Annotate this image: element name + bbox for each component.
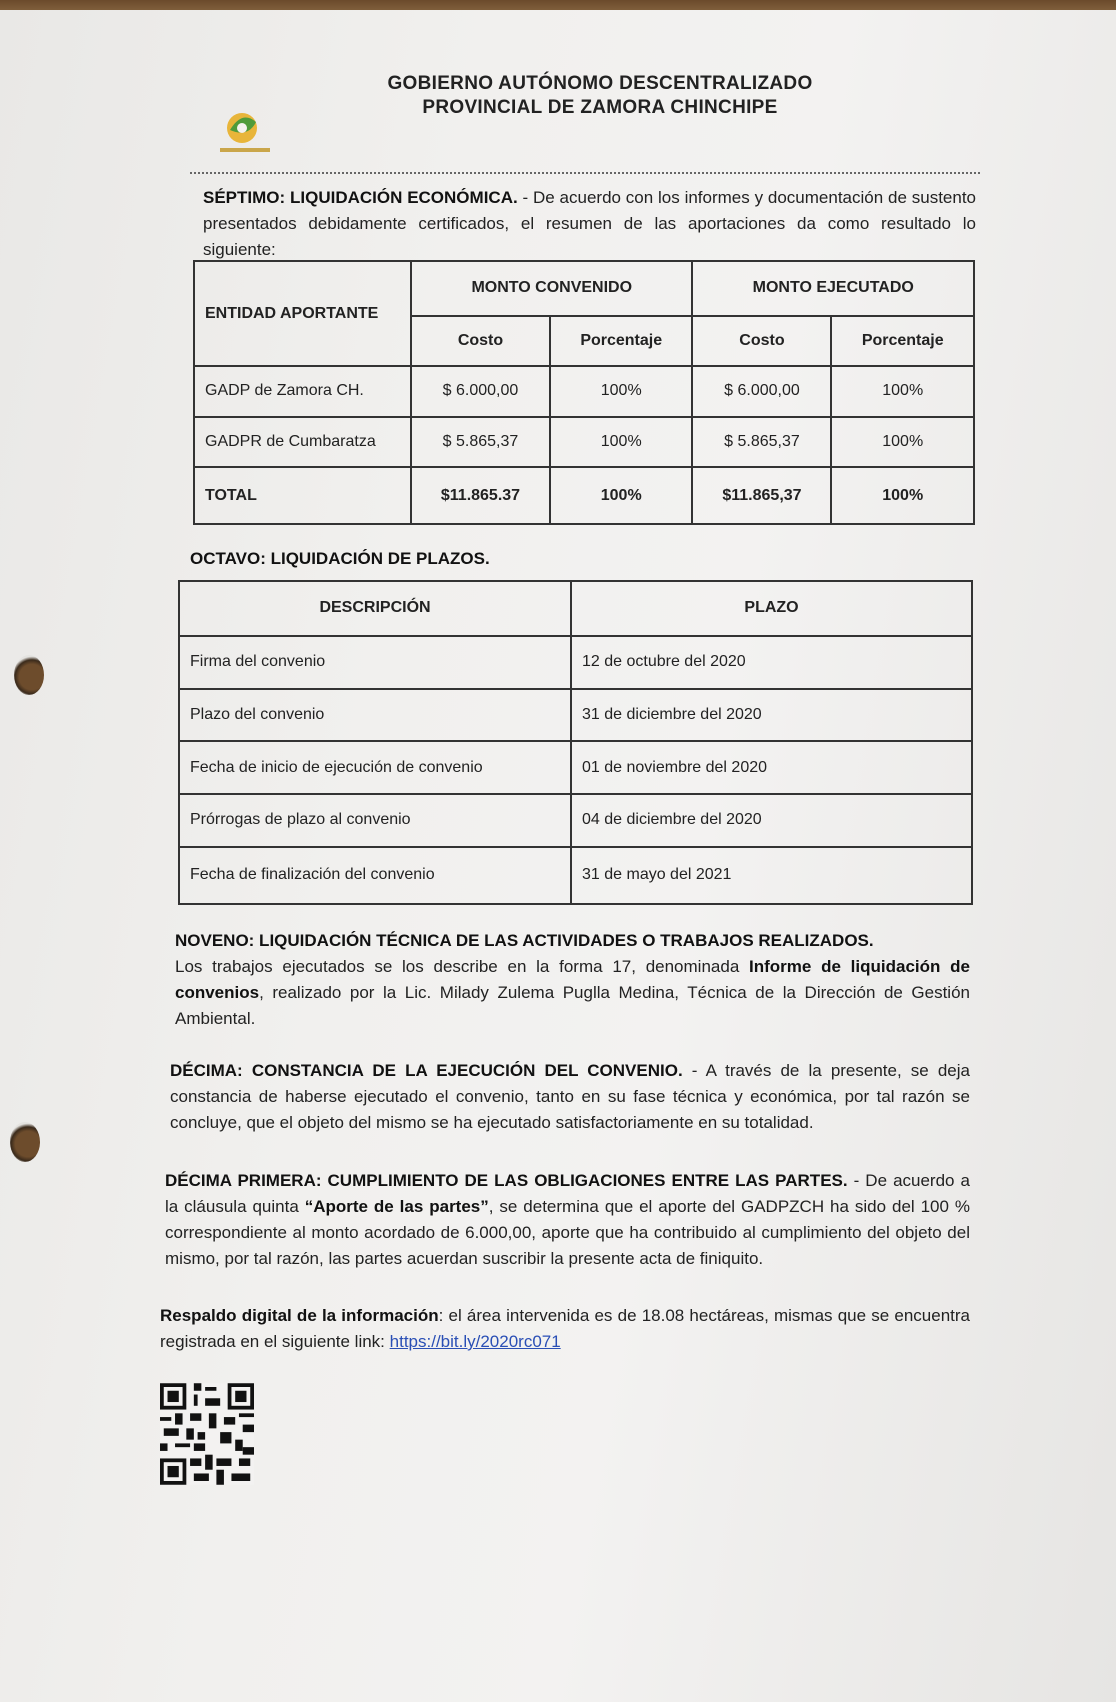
noveno-text: Los trabajos ejecutados se los describe en la forma 17, denominada: [175, 957, 750, 976]
noveno-heading: NOVENO: LIQUIDACIÓN TÉCNICA DE LAS ACTIVIDADES O TRABAJOS REALIZADOS.: [175, 931, 874, 950]
septimo-heading: SÉPTIMO: LIQUIDACIÓN ECONÓMICA.: [203, 188, 518, 207]
logo-caption: [220, 148, 270, 152]
cell-plazo: 04 de diciembre del 2020: [571, 794, 972, 847]
noveno-paragraph: [175, 928, 970, 1032]
table-row: [194, 417, 974, 467]
cell-plazo: 31 de mayo del 2021: [571, 847, 972, 904]
respaldo-heading: Respaldo digital de la información: [160, 1306, 439, 1325]
group-convenido-header: MONTO CONVENIDO: [411, 261, 692, 316]
cell-total-costo-convenido: $11.865.37: [411, 467, 550, 524]
punch-hole: [14, 655, 44, 695]
cell-plazo: 31 de diciembre del 2020: [571, 689, 972, 742]
col-costo-header: Costo: [411, 316, 550, 366]
cell-descripcion: Firma del convenio: [179, 636, 571, 689]
decima-primera-paragraph: [165, 1168, 970, 1272]
group-ejecutado-header: MONTO EJECUTADO: [692, 261, 974, 316]
cell-costo-convenido: $ 6.000,00: [411, 366, 550, 416]
cell-descripcion: Fecha de inicio de ejecución de convenio: [179, 741, 571, 794]
octavo-paragraph: [190, 546, 890, 572]
table-total-row: [194, 467, 974, 524]
table-row: [179, 741, 972, 794]
col-porcentaje-header: Porcentaje: [831, 316, 974, 366]
col-descripcion-header: DESCRIPCIÓN: [179, 581, 571, 636]
respaldo-text: : el área intervenida es de 18.08 hectáreas, mismas que se encuentra registrada en el siguiente link:: [160, 1306, 971, 1351]
cell-pct-convenido: 100%: [550, 417, 693, 467]
cell-costo-ejecutado: $ 6.000,00: [692, 366, 831, 416]
decima-primera-heading: DÉCIMA PRIMERA: CUMPLIMIENTO DE LAS OBLIGACIONES ENTRE LAS PARTES.: [165, 1171, 848, 1190]
octavo-heading: OCTAVO: LIQUIDACIÓN DE PLAZOS.: [190, 549, 490, 568]
cell-total-costo-ejecutado: $11.865,37: [692, 467, 831, 524]
respaldo-paragraph: [160, 1303, 970, 1355]
cell-costo-convenido: $ 5.865,37: [411, 417, 550, 467]
decima-primera-bold: “Aporte de las partes”: [304, 1197, 489, 1216]
col-plazo-header: PLAZO: [571, 581, 972, 636]
header-title: [350, 72, 850, 120]
table-row: [179, 689, 972, 742]
col-costo-header: Costo: [692, 316, 831, 366]
cell-entidad: GADP de Zamora CH.: [194, 366, 411, 416]
punch-hole: [10, 1122, 40, 1162]
noveno-text-end: , realizado por la Lic. Milady Zulema Puglla Medina, Técnica de la Dirección de Gestión Ambiental.: [175, 983, 970, 1028]
cell-total-pct-convenido: 100%: [550, 467, 693, 524]
cell-pct-convenido: 100%: [550, 366, 693, 416]
cell-pct-ejecutado: 100%: [831, 417, 974, 467]
cell-plazo: 01 de noviembre del 2020: [571, 741, 972, 794]
qr-code-icon[interactable]: [160, 1382, 254, 1486]
table-row: [194, 366, 974, 416]
header-line-1: GOBIERNO AUTÓNOMO DESCENTRALIZADO: [387, 73, 813, 94]
header-line-2: PROVINCIAL DE ZAMORA CHINCHIPE: [422, 97, 778, 118]
decima-primera-text: - De acuerdo a la cláusula quinta: [165, 1171, 970, 1216]
cell-total-label: TOTAL: [194, 467, 411, 524]
table-row: [179, 794, 972, 847]
col-porcentaje-header: Porcentaje: [550, 316, 693, 366]
table-row: [179, 636, 972, 689]
cell-costo-ejecutado: $ 5.865,37: [692, 417, 831, 467]
cell-descripcion: Plazo del convenio: [179, 689, 571, 742]
septimo-paragraph: [203, 185, 976, 263]
deadlines-table: [178, 580, 973, 905]
cell-descripcion: Prórrogas de plazo al convenio: [179, 794, 571, 847]
respaldo-link[interactable]: https://bit.ly/2020rc071: [389, 1332, 561, 1351]
decima-paragraph: [170, 1058, 970, 1136]
economic-liquidation-table: [193, 260, 975, 525]
cell-entidad: GADPR de Cumbaratza: [194, 417, 411, 467]
decima-primera-text-end: , se determina que el aporte del GADPZCH ha sido del 100 % correspondiente al monto acordado de 6.000,00, aporte que ha contribuido al cumplimiento del objeto del mismo, por tal razón, las partes acuerdan suscribir la presente acta de finiquito.: [165, 1197, 971, 1268]
cell-plazo: 12 de octubre del 2020: [571, 636, 972, 689]
table-row: [179, 847, 972, 904]
noveno-bold: Informe de liquidación de convenios: [175, 957, 970, 1002]
document-header: [190, 60, 980, 174]
decima-heading: DÉCIMA: CONSTANCIA DE LA EJECUCIÓN DEL CONVENIO.: [170, 1061, 683, 1080]
cell-descripcion: Fecha de finalización del convenio: [179, 847, 571, 904]
cell-total-pct-ejecutado: 100%: [831, 467, 974, 524]
cell-pct-ejecutado: 100%: [831, 366, 974, 416]
document-page: [0, 10, 1116, 1702]
septimo-text: - De acuerdo con los informes y documentación de sustento presentados debidamente certificados, el resumen de las aportaciones da como resultado lo siguiente:: [203, 188, 977, 259]
provincial-government-logo-icon: [222, 108, 262, 148]
decima-text: - A través de la presente, se deja constancia de haberse ejecutado el convenio, tanto en su fase técnica y económica, por tal razón se concluye, que el objeto del mismo se ha ejecutado satisfactoriamente en su totalidad.: [170, 1061, 970, 1132]
col-entity-header: ENTIDAD APORTANTE: [194, 261, 411, 366]
